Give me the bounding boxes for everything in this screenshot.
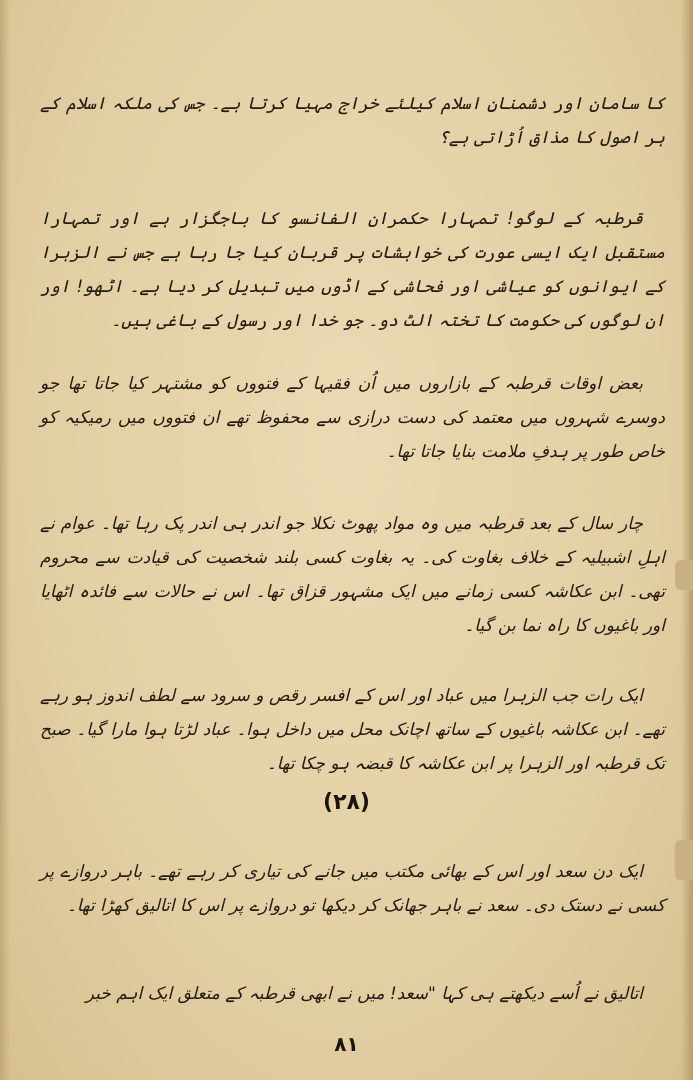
paragraph-4: چار سال کے بعد قرطبہ میں وہ مواد پھوٹ نکلا جو اندر ہی اندر پک رہا تھا۔ عوام نے اہلِ اشبیلیہ کے خلاف بغاوت کی۔ یہ بغاوت کسی بلند شخصیت کی قیادت سے محروم تھی۔ ابن عکاشہ کسی زمانے میں ایک مشہور قزاق تھا۔ اس نے حالات سے فائدہ اٹھایا اور باغیوں کا راہ نما بن گیا۔ xyxy=(40,514,665,636)
page-edge-tear xyxy=(675,560,693,590)
paragraph-7: اتالیق نے اُسے دیکھتے ہی کہا "سعد! میں نے ابھی قرطبہ کے متعلق ایک اہم خبر xyxy=(85,984,643,1004)
paragraph-2: قرطبہ کے لوگو! تمہارا حکمران الفانسو کا باجگزار ہے اور تمہارا مستقبل ایک ایسی عورت کی خواہشات پر قربان کیا جا رہا ہے جس نے الزہرا کے ایوانوں کو عیاشی اور فحاشی کے اڈوں میں تبدیل کر دیا ہے۔ اٹھو! اور ان لوگوں کی حکومت کا تختہ الٹ دو۔ جو خدا اور رسول کے باغی ہیں۔ xyxy=(40,209,665,331)
page-edge-tear xyxy=(675,840,693,880)
paragraph-3: بعض اوقات قرطبہ کے بازاروں میں اُن فقیہا کے فتووں کو مشتہر کیا جاتا تھا جو دوسرے شہروں میں معتمد کی دست درازی سے محفوظ تھے ان فتووں میں رمیکیہ کو خاص طور پر ہدفِ ملامت بنایا جاتا تھا۔ xyxy=(40,374,665,462)
section-number: (۲۸) xyxy=(323,790,370,815)
page-right-shadow xyxy=(681,0,693,1080)
paragraph-6: ایک دن سعد اور اس کے بھائی مکتب میں جانے کی تیاری کر رہے تھے۔ باہر دروازے پر کسی نے دستک دی۔ سعد نے باہر جھانک کر دیکھا تو دروازے پر اس کا اتالیق کھڑا تھا۔ xyxy=(40,862,665,916)
page-number: ۸۱ xyxy=(334,1032,359,1056)
page-left-shadow xyxy=(0,0,10,1080)
paragraph-5: ایک رات جب الزہرا میں عباد اور اس کے افسر رقص و سرود سے لطف اندوز ہو رہے تھے۔ ابن عکاشہ باغیوں کے ساتھ اچانک محل میں داخل ہوا۔ عباد لڑتا ہوا مارا گیا۔ صبح تک قرطبہ اور الزہرا پر ابن عکاشہ کا قبضہ ہو چکا تھا۔ xyxy=(40,686,665,774)
paragraph-1: کا سامان اور دشمنانِ اسلام کیلئے خراج مہیا کرتا ہے۔ جس کی ملکہ اسلام کے ہر اصول کا مذاق اُڑاتی ہے؟ xyxy=(40,94,665,148)
